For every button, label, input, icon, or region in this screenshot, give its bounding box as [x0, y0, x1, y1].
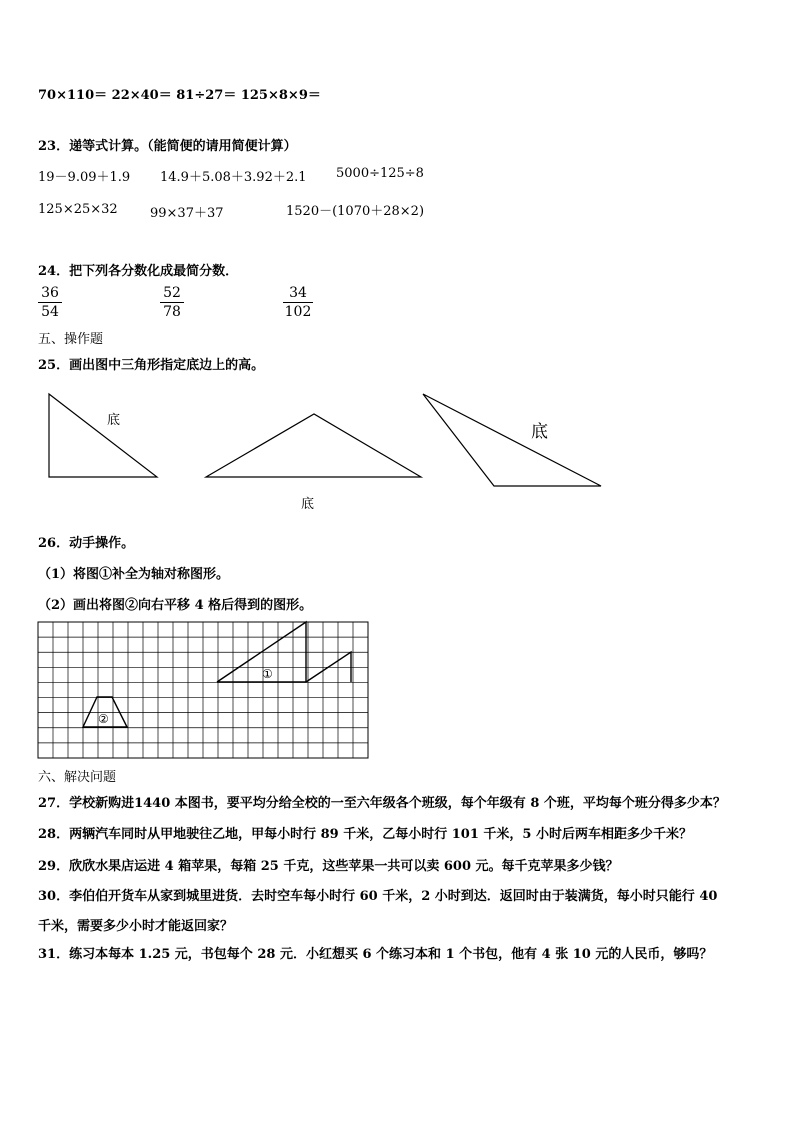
q25-title: 25．画出图中三角形指定底边上的高。 — [38, 358, 265, 373]
q23-expr-2: 14.9＋5.08＋3.92＋2.1 — [160, 170, 307, 185]
section-5-title: 五、操作题 — [38, 332, 104, 347]
fraction-2-numerator: 52 — [163, 285, 181, 301]
q23-title: 23．递等式计算。（能简便的请用简便计算） — [38, 139, 297, 154]
fraction-3-numerator: 34 — [289, 285, 307, 301]
base-label-2: 底 — [301, 497, 315, 512]
q23-expr-3: 5000÷125÷8 — [336, 166, 424, 181]
fraction-1 — [38, 285, 62, 320]
problem-27: 27．学校新购进1440 本图书，要平均分给全校的一至六年级各个班级，每个年级有 8 个班，平均每个班分得多少本？ — [38, 796, 726, 811]
fraction-1-numerator: 36 — [41, 285, 59, 301]
problem-31: 31．练习本每本 1.25 元，书包每个 28 元．小红想买 6 个练习本和 1 个书包，他有 4 张 10 元的人民币，够吗？ — [38, 947, 713, 962]
q26-title: 26．动手操作。 — [38, 536, 135, 551]
problem-28: 28．两辆汽车同时从甲地驶往乙地，甲每小时行 89 千米，乙每小时行 101 千米，5 小时后两车相距多少千米？ — [38, 827, 692, 842]
base-label-3: 底 — [531, 422, 548, 442]
q26-sub2: （2）画出将图②向右平移 4 格后得到的图形。 — [38, 598, 313, 613]
base-label-1: 底 — [107, 413, 121, 428]
q23-expr-4: 125×25×32 — [38, 202, 118, 217]
section-6-title: 六、解决问题 — [38, 770, 117, 785]
fraction-2 — [160, 285, 184, 320]
problem-29: 29．欣欣水果店运进 4 箱苹果，每箱 25 千克，这些苹果一共可以卖 600 元。每千克苹果多少钱？ — [38, 859, 619, 874]
q24-title: 24．把下列各分数化成最简分数． — [38, 264, 239, 279]
problem-30-line-1: 30．李伯伯开货车从家到城里进货．去时空车每小时行 60 千米，2 小时到达．返回时由于装满货，每小时只能行 40 — [38, 889, 718, 904]
obtuse-triangle — [206, 414, 421, 477]
q23-expr-6: 1520－(1070＋28×2) — [286, 204, 425, 219]
triangles-figure — [0, 380, 794, 520]
grid-figure — [0, 615, 794, 765]
fraction-3 — [283, 285, 313, 320]
figure-1-label: ① — [262, 667, 273, 681]
q22-expressions: 70×110＝ 22×40＝ 81÷27＝ 125×8×9＝ — [38, 88, 321, 103]
figure-2-label: ② — [98, 712, 109, 726]
problem-30-line-2: 千米，需要多少小时才能返回家？ — [38, 919, 234, 934]
q23-expr-1: 19－9.09＋1.9 — [38, 170, 131, 185]
right-triangle — [49, 394, 157, 477]
q23-expr-5: 99×37＋37 — [150, 206, 224, 221]
fraction-1-denominator: 54 — [41, 304, 59, 320]
fraction-2-denominator: 78 — [163, 304, 181, 320]
slanted-triangle — [423, 394, 601, 486]
q26-sub1: （1）将图①补全为轴对称图形。 — [38, 567, 230, 582]
fraction-3-denominator: 102 — [284, 304, 312, 320]
